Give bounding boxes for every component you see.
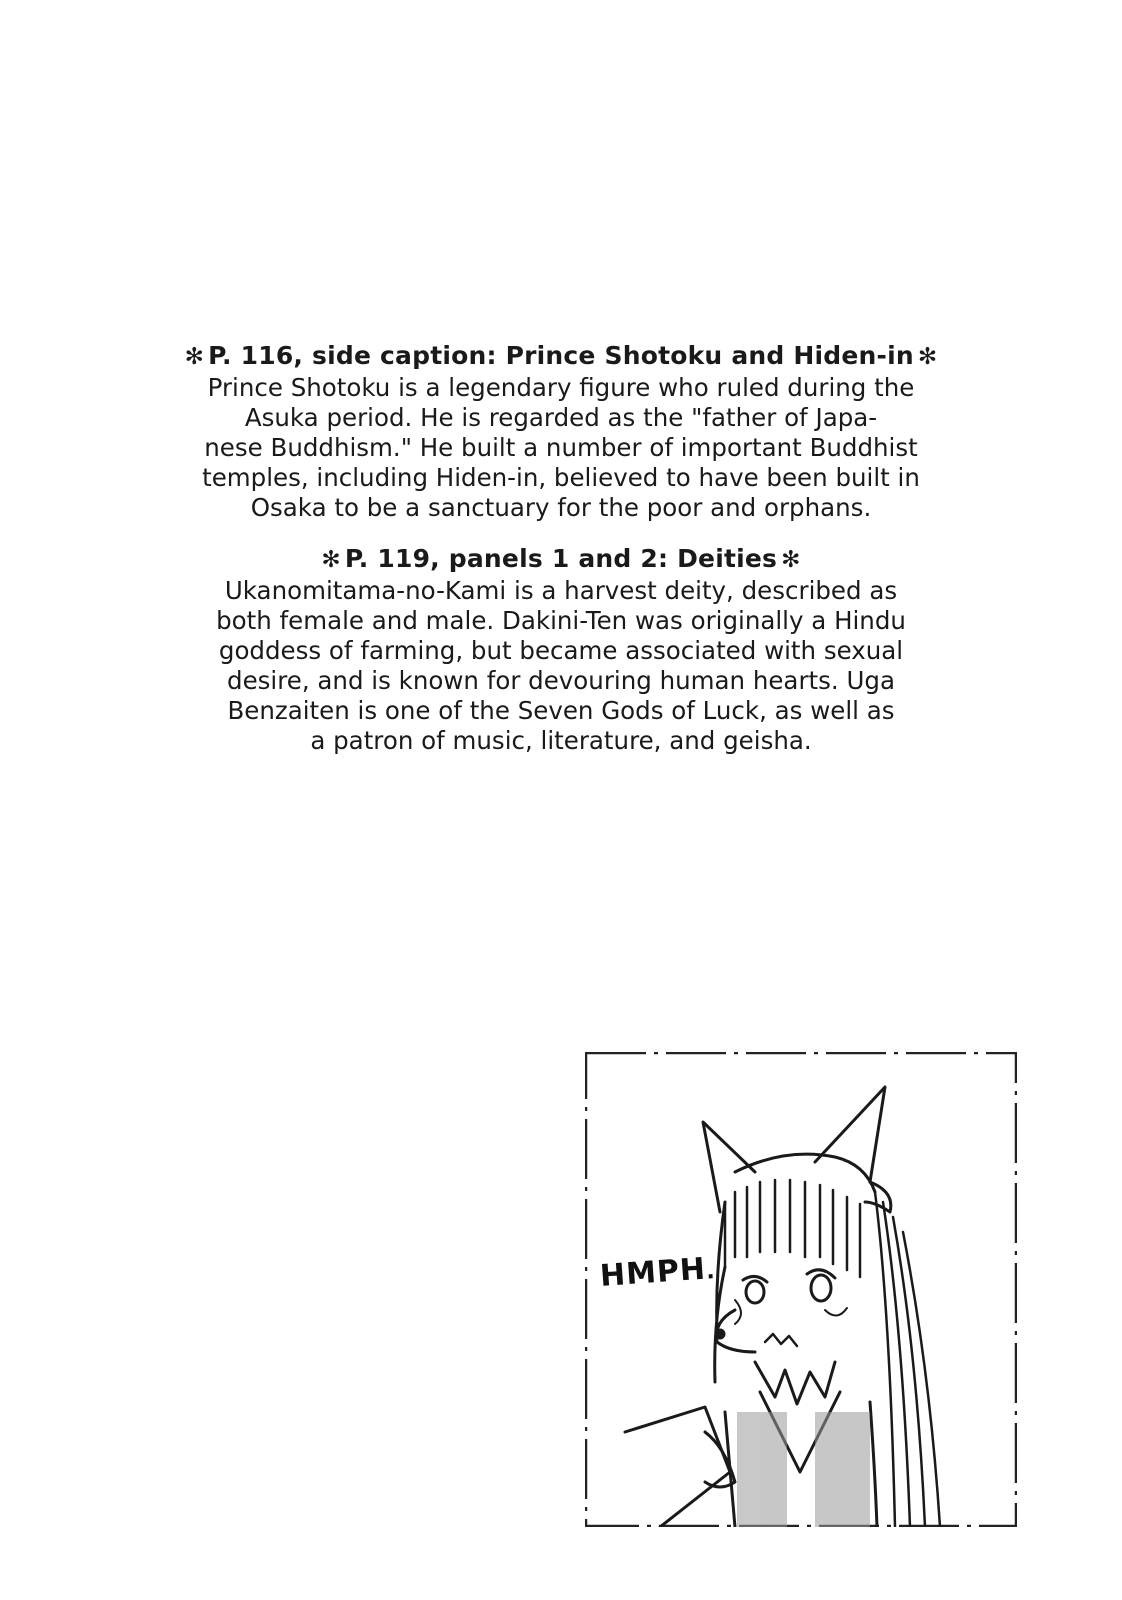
screentone: [737, 1412, 870, 1527]
right-ear: [815, 1087, 885, 1182]
mouth: [765, 1334, 797, 1346]
note-line: Prince Shotoku is a legendary figure who ruled during the: [207, 373, 915, 402]
hair-right: [875, 1192, 940, 1527]
note-heading: [150, 543, 972, 576]
right-cheek-mark: [825, 1308, 847, 1316]
note-line: goddess of farming, but became associated with sexual: [218, 636, 904, 665]
note-heading-text: P. 119, panels 1 and 2: Deities: [344, 544, 778, 573]
note-shotoku: [150, 340, 972, 523]
star-icon: ✻: [321, 547, 341, 573]
note-line: temples, including Hiden-in, believed to have been built in: [202, 463, 920, 492]
right-eye-iris: [811, 1275, 831, 1301]
note-line: a patron of music, literature, and geisha.: [310, 726, 812, 755]
note-line: nese Buddhism." He built a number of important Buddhist: [204, 433, 918, 462]
note-heading: [150, 340, 972, 373]
note-heading-text: P. 116, side caption: Prince Shotoku and Hiden-in: [208, 341, 914, 370]
star-icon: ✻: [917, 344, 938, 370]
note-line: Osaka to be a sanctuary for the poor and orphans.: [250, 493, 872, 522]
note-line: Benzaiten is one of the Seven Gods of Luck, as well as: [227, 696, 895, 725]
note-line: Asuka period. He is regarded as the "father of Japa-: [244, 403, 878, 432]
neck-fluff: [755, 1362, 835, 1404]
note-deities: [150, 543, 972, 756]
note-line: Ukanomitama-no-Kami is a harvest deity, described as: [224, 576, 898, 605]
note-line: desire, and is known for devouring human hearts. Uga: [227, 666, 895, 695]
star-icon: ✻: [184, 344, 205, 370]
nose: [716, 1330, 724, 1338]
translation-notes: [150, 340, 972, 776]
left-eye-iris: [746, 1281, 764, 1303]
note-line: both female and male. Dakini-Ten was originally a Hindu: [216, 606, 906, 635]
bangs: [725, 1180, 860, 1277]
sfx-dot: .: [705, 1258, 717, 1285]
sfx-text: HMPH: [598, 1251, 708, 1294]
hair-left: [715, 1202, 725, 1382]
left-cheek-mark: [735, 1300, 741, 1324]
held-paper: [625, 1407, 730, 1527]
star-icon: ✻: [781, 547, 801, 573]
